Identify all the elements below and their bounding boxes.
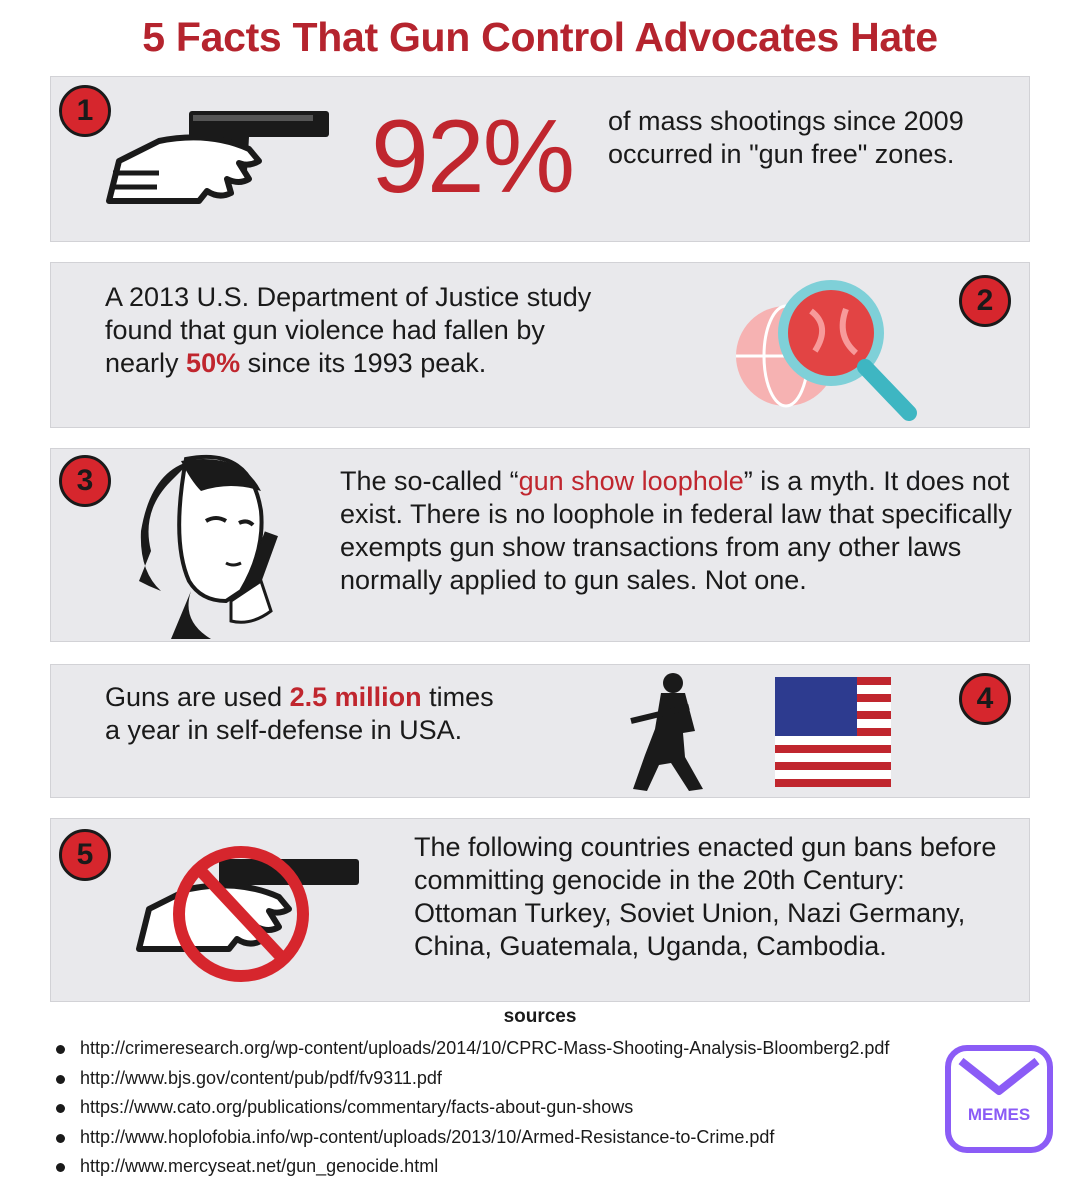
fact-number-badge: 3: [59, 455, 111, 507]
fact-highlight: 2.5 million: [289, 682, 422, 712]
watermark-label: MEMES: [967, 1105, 1031, 1124]
fact-highlight: 50%: [186, 348, 241, 378]
fact-panel-5: [50, 818, 1030, 1002]
source-link[interactable]: http://www.mercyseat.net/gun_genocide.html: [56, 1152, 889, 1182]
fact-number-badge: 1: [59, 85, 111, 137]
fact-text: The so-called “gun show loophole” is a myth. It does not exist. There is no loophole in federal law that specifically exempts gun show transactions from any other laws normally applied to gun sales. Not one.: [340, 466, 1012, 595]
memes-watermark: [945, 1045, 1053, 1153]
fact-panel-2: [50, 262, 1030, 428]
magnifying-globe-icon: [731, 271, 931, 421]
hand-gun-icon: [99, 101, 339, 221]
infographic-title: 5 Facts That Gun Control Advocates Hate: [142, 14, 938, 60]
fact-highlight: gun show loophole: [518, 466, 744, 496]
fact-number-badge: 5: [59, 829, 111, 881]
sources-title: sources: [503, 1006, 577, 1027]
soldier-and-us-flag-icon: [611, 669, 891, 793]
source-link[interactable]: http://crimeresearch.org/wp-content/uploads/2014/10/CPRC-Mass-Shooting-Analysis-Bloomberg2.pdf: [56, 1034, 889, 1064]
fact-panel-4: [50, 664, 1030, 798]
fact-stat: 92%: [371, 99, 574, 215]
source-link[interactable]: https://www.cato.org/publications/commentary/facts-about-gun-shows: [56, 1093, 889, 1123]
fact-text: Guns are used 2.5 million times a year in self-defense in USA.: [105, 682, 494, 745]
fact-number-badge: 4: [959, 673, 1011, 725]
fact-number-badge: 2: [959, 275, 1011, 327]
envelope-logo-icon: [951, 1051, 1047, 1147]
fact-panel-3: [50, 448, 1030, 642]
woman-with-gun-icon: [131, 451, 301, 641]
sources-list: [56, 1034, 889, 1182]
fact-text: The following countries enacted gun bans before committing genocide in the 20th Century: Ottoman Turkey, Soviet Union, Nazi Germany, China, Guatemala, Uganda, Cambodia.: [414, 832, 997, 961]
no-gun-icon: [129, 839, 369, 989]
source-link[interactable]: http://www.bjs.gov/content/pub/pdf/fv9311.pdf: [56, 1064, 889, 1094]
fact-text: of mass shootings since 2009 occurred in "gun free" zones.: [608, 106, 964, 169]
fact-text: A 2013 U.S. Department of Justice study found that gun violence had fallen by nearly 50% since its 1993 peak.: [105, 282, 592, 378]
source-link[interactable]: http://www.hoplofobia.info/wp-content/uploads/2013/10/Armed-Resistance-to-Crime.pdf: [56, 1123, 889, 1153]
fact-panel-1: [50, 76, 1030, 242]
